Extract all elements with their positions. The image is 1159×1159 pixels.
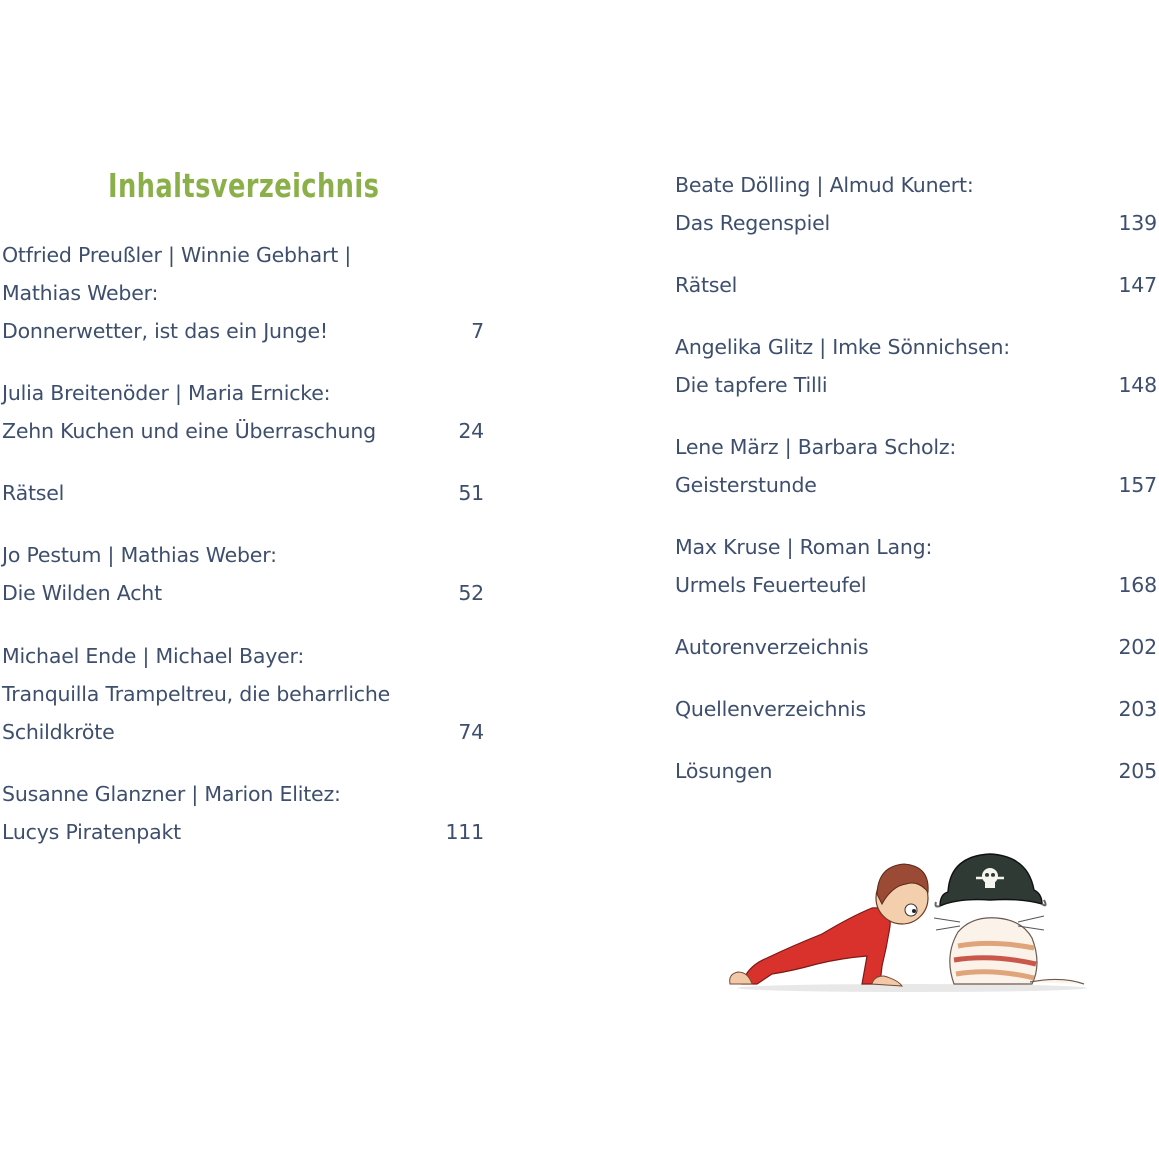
- toc-entry[interactable]: [2, 817, 484, 847]
- toc-entry[interactable]: [675, 570, 1157, 600]
- toc-entry-page: 111: [445, 820, 484, 844]
- toc-entry[interactable]: [675, 208, 1157, 238]
- toc-entry-authors: Lene März | Barbara Scholz:: [675, 435, 957, 459]
- toc-entry-authors: Angelika Glitz | Imke Sönnichsen:: [675, 335, 1011, 359]
- toc-entry[interactable]: [675, 632, 1157, 662]
- toc-entry-page: 157: [1118, 473, 1157, 497]
- toc-entry[interactable]: [2, 316, 484, 346]
- toc-entry-title: Die Wilden Acht: [2, 581, 162, 605]
- toc-entry-authors: Julia Breitenöder | Maria Ernicke:: [2, 381, 331, 405]
- toc-entry-title: Das Regenspiel: [675, 211, 830, 235]
- toc-entry-title: Geisterstunde: [675, 473, 817, 497]
- toc-entry-page: 148: [1118, 373, 1157, 397]
- toc-entry-authors: Susanne Glanzner | Marion Elitez:: [2, 782, 341, 806]
- toc-entry[interactable]: [2, 416, 484, 446]
- toc-entry-title: Autorenverzeichnis: [675, 635, 869, 659]
- toc-entry-authors: Max Kruse | Roman Lang:: [675, 535, 933, 559]
- toc-entry[interactable]: [675, 470, 1157, 500]
- toc-entry-page: 205: [1118, 759, 1157, 783]
- toc-entry-authors: Michael Ende | Michael Bayer:: [2, 644, 305, 668]
- toc-entry-title: Donnerwetter, ist das ein Junge!: [2, 319, 328, 343]
- toc-entry-title: Die tapfere Tilli: [675, 373, 828, 397]
- toc-entry-title: Lösungen: [675, 759, 773, 783]
- boy-and-pirate-cat-illustration: [722, 846, 1092, 996]
- toc-entry[interactable]: [2, 478, 484, 508]
- toc-entry[interactable]: [675, 370, 1157, 400]
- toc-entry-authors: Jo Pestum | Mathias Weber:: [2, 543, 277, 567]
- toc-entry-title: Quellenverzeichnis: [675, 697, 867, 721]
- boy-icon: [730, 864, 928, 986]
- toc-entry[interactable]: [675, 270, 1157, 300]
- toc-entry-page: 24: [458, 419, 484, 443]
- toc-entry-title: Rätsel: [2, 481, 65, 505]
- toc-entry[interactable]: [2, 578, 484, 608]
- toc-entry-page: 203: [1118, 697, 1157, 721]
- toc-entry-title: Urmels Feuerteufel: [675, 573, 867, 597]
- toc-entry-authors: Mathias Weber:: [2, 281, 159, 305]
- toc-entry[interactable]: [2, 717, 484, 747]
- toc-entry-authors: Otfried Preußler | Winnie Gebhart |: [2, 243, 352, 267]
- toc-entry-page: 74: [458, 720, 484, 744]
- toc-entry-title: Schildkröte: [2, 720, 115, 744]
- toc-entry-page: 52: [458, 581, 484, 605]
- toc-entry-title: Rätsel: [675, 273, 738, 297]
- toc-entry-page: 168: [1118, 573, 1157, 597]
- page-title: Inhaltsverzeichnis: [108, 166, 380, 205]
- toc-entry-page: 139: [1118, 211, 1157, 235]
- toc-entry-page: 51: [458, 481, 484, 505]
- toc-entry[interactable]: [675, 694, 1157, 724]
- toc-entry-page: 147: [1118, 273, 1157, 297]
- toc-entry-title-line[interactable]: Tranquilla Trampeltreu, die beharrliche: [2, 682, 391, 706]
- pirate-cat-icon: [934, 854, 1084, 984]
- toc-entry-authors: Beate Dölling | Almud Kunert:: [675, 173, 974, 197]
- toc-entry[interactable]: [675, 756, 1157, 786]
- toc-entry-title: Lucys Piratenpakt: [2, 820, 181, 844]
- toc-entry-title: Zehn Kuchen und eine Überraschung: [2, 419, 376, 443]
- toc-entry-page: 7: [471, 319, 484, 343]
- toc-entry-page: 202: [1118, 635, 1157, 659]
